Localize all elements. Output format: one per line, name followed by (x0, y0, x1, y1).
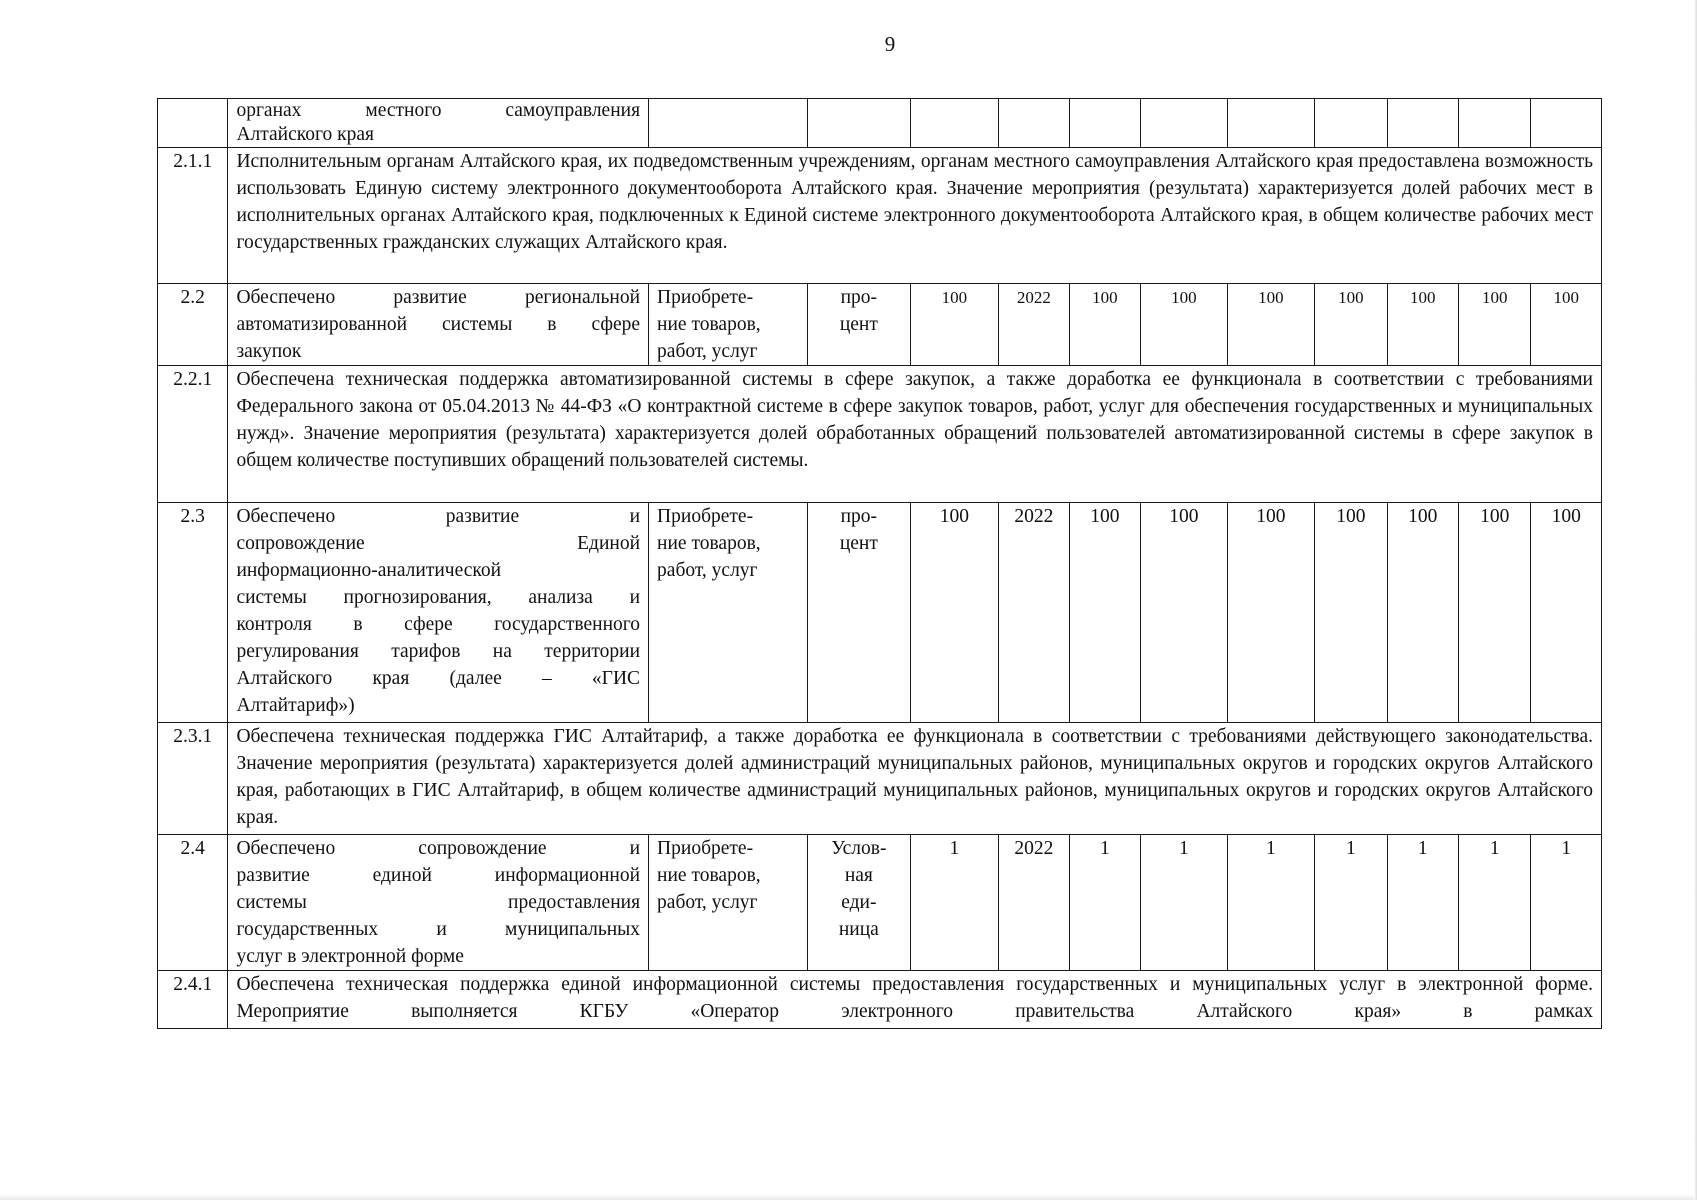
scan-edge (0, 1194, 1697, 1200)
name-line: Алтайского края (далее – «ГИС (236, 668, 641, 689)
table-row-2-1-1 (158, 148, 1602, 284)
value-cell: 100 (1141, 284, 1228, 366)
row-number: 2.2.1 (158, 366, 228, 503)
name-line: государственных и муниципальных (236, 919, 641, 940)
value-cell: 100 (910, 284, 999, 366)
row-number: 2.3 (158, 503, 228, 723)
row-name (228, 284, 649, 366)
name-line: Обеспечено сопровождение и (236, 838, 641, 859)
row-description: Обеспечена техническая поддержка ГИС Алтайтариф, а также доработка ее функционала в соответствии с требованиями действующего законодательства. Значение мероприятия (результата) характеризуется долей администраций муниципальных районов, муниципальных округов и городских округов Алтайского края, работающих в ГИС Алтайтариф, в общем количестве администраций муниципальных районов, муниципальных округов и городских округов Алтайского края. (228, 723, 1602, 835)
value-cell: 100 (1069, 503, 1140, 723)
value-cell: 100 (910, 503, 999, 723)
row-number: 2.3.1 (158, 723, 228, 835)
value-cell: 100 (1531, 284, 1602, 366)
table-row-2-4-1 (158, 971, 1602, 1029)
row-number: 2.1.1 (158, 148, 228, 284)
row-unit: про- цент (808, 284, 911, 366)
row-spec: Приобрете- ние товаров, работ, услуг (649, 503, 808, 723)
name-line: закупок (236, 341, 302, 362)
name-line: органах местного самоуправления (236, 100, 641, 121)
value-cell: 100 (1315, 284, 1387, 366)
table-row-2-3-1 (158, 723, 1602, 835)
row-unit: Услов- ная еди- ница (808, 835, 911, 971)
value-cell: 100 (1459, 284, 1531, 366)
value-cell: 2022 (999, 284, 1069, 366)
value-cell: 100 (1459, 503, 1531, 723)
value-cell: 100 (1387, 284, 1458, 366)
name-line: системы предоставления (236, 892, 641, 913)
value-cell: 1 (1387, 835, 1458, 971)
table-row-2-4 (158, 835, 1602, 971)
row-number-empty (158, 99, 228, 148)
value-cell: 100 (1387, 503, 1458, 723)
row-description: Обеспечена техническая поддержка единой информационной системы предоставления государственных и муниципальных услуг в электронной форме. Мероприятие выполняется КГБУ «Оператор электронного правительства Алтайского края» в рамках (228, 971, 1602, 1029)
name-line: автоматизированной системы в сфере (236, 314, 641, 335)
name-line: информационно-аналитической (236, 560, 502, 581)
row-number: 2.2 (158, 284, 228, 366)
row-description: Исполнительным органам Алтайского края, их подведомственным учреждениям, органам местного самоуправления Алтайского края предоставлена возможность использовать Единую систему электронного документооборота Алтайского края. Значение мероприятия (результата) характеризуется долей рабочих мест в исполнительных органах Алтайского края, подключенных к Единой системе электронного документооборота Алтайского края, в общем количестве рабочих мест государственных гражданских служащих Алтайского края. (228, 148, 1602, 284)
value-cell: 2022 (999, 835, 1069, 971)
name-line: сопровождение Единой (236, 533, 641, 554)
value-cell: 100 (1069, 284, 1140, 366)
name-line: Обеспечено развитие региональной (236, 287, 641, 308)
value-cell: 100 (1141, 503, 1228, 723)
value-cell: 1 (910, 835, 999, 971)
name-line: контроля в сфере государственного (236, 614, 641, 635)
value-cell: 1 (1315, 835, 1387, 971)
page-number: 9 (884, 32, 896, 56)
name-line: развитие единой информационной (236, 865, 641, 886)
row-name (228, 835, 649, 971)
row-number: 2.4 (158, 835, 228, 971)
table-row-2-2 (158, 284, 1602, 366)
value-cell: 2022 (999, 503, 1069, 723)
value-cell: 1 (1069, 835, 1140, 971)
row-description: Обеспечена техническая поддержка автоматизированной системы в сфере закупок, а также доработка ее функционала в соответствии с требованиями Федерального закона от 05.04.2013 № 44-ФЗ «О контрактной системе в сфере закупок товаров, работ, услуг для обеспечения государственных и муниципальных нужд». Значение мероприятия (результата) характеризуется долей обработанных обращений пользователей автоматизированной системы в сфере закупок в общем количестве поступивших обращений пользователей системы. (228, 366, 1602, 503)
value-cell: 100 (1531, 503, 1602, 723)
name-line: системы прогнозирования, анализа и (236, 587, 641, 608)
row-spec: Приобрете- ние товаров, работ, услуг (649, 835, 808, 971)
table-row-continued (158, 99, 1602, 148)
row-name (228, 503, 649, 723)
value-cell: 100 (1227, 284, 1315, 366)
indicators-table (157, 98, 1602, 1029)
value-cell: 1 (1141, 835, 1228, 971)
table-row-2-3 (158, 503, 1602, 723)
value-cell: 1 (1459, 835, 1531, 971)
name-line: Алтайтариф») (236, 695, 355, 716)
value-cell: 1 (1531, 835, 1602, 971)
name-line: услуг в электронной форме (236, 946, 464, 967)
value-cell: 100 (1227, 503, 1315, 723)
row-spec: Приобрете- ние товаров, работ, услуг (649, 284, 808, 366)
table-row-2-2-1 (158, 366, 1602, 503)
name-line: Алтайского края (236, 124, 374, 145)
name-line: регулирования тарифов на территории (236, 641, 641, 662)
name-line: Обеспечено развитие и (236, 506, 641, 527)
value-cell: 100 (1315, 503, 1387, 723)
row-name-continued (228, 99, 649, 148)
row-number: 2.4.1 (158, 971, 228, 1029)
row-unit: про- цент (808, 503, 911, 723)
value-cell: 1 (1227, 835, 1315, 971)
